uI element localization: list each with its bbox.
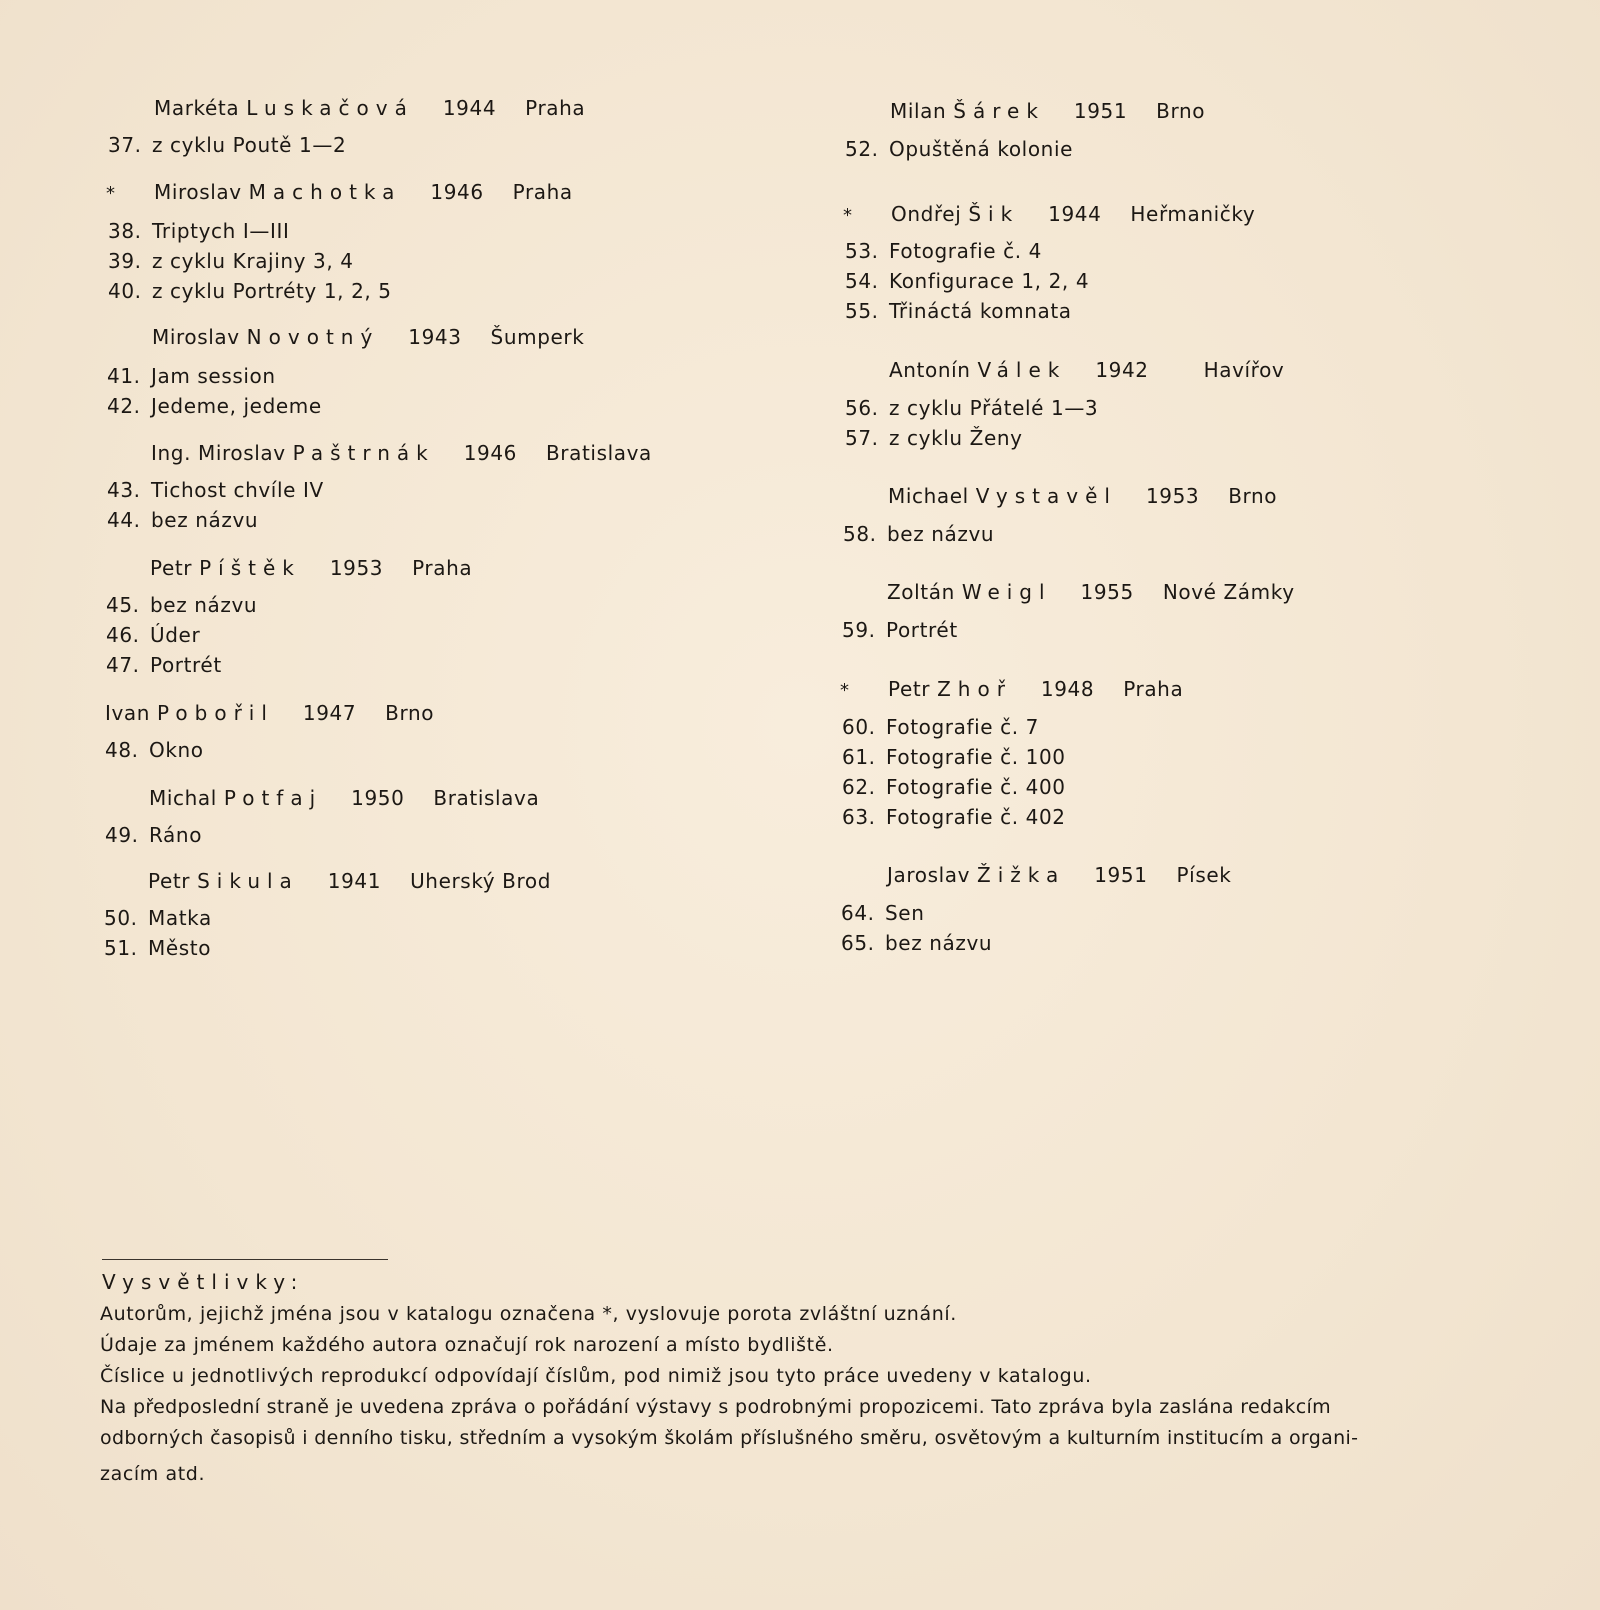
work-number: 50. (104, 906, 138, 930)
author-first-name: Petr (150, 556, 193, 580)
notes-divider (102, 1259, 388, 1260)
work-title: Opuštěná kolonie (889, 137, 1074, 161)
author-last-name: Sikula (197, 869, 299, 893)
author-line (889, 358, 1284, 382)
work-number: 47. (106, 653, 140, 677)
work-item (842, 715, 1039, 739)
award-star-icon: * (106, 183, 116, 204)
work-number: 48. (105, 738, 139, 762)
work-number: 63. (842, 805, 876, 829)
work-item (842, 745, 1066, 769)
work-item (845, 396, 1098, 420)
author-year: 1947 (302, 701, 357, 725)
author-place: Brno (1228, 484, 1278, 508)
award-star-icon: * (840, 680, 850, 701)
work-title: z cyklu Portréty 1, 2, 5 (152, 279, 392, 303)
author-last-name: Novotný (246, 325, 380, 349)
author-year: 1950 (351, 786, 405, 810)
author-line (888, 484, 1277, 508)
author-year: 1946 (430, 180, 484, 204)
author-place: Uherský Brod (410, 869, 552, 893)
author-place: Šumperk (490, 325, 585, 349)
work-title: Třináctá komnata (889, 299, 1072, 323)
author-last-name: Šárek (953, 99, 1045, 123)
author-first-name: Miroslav (154, 180, 242, 204)
author-year: 1955 (1080, 580, 1134, 604)
work-item (841, 931, 992, 955)
author-last-name: Weigl (961, 580, 1052, 604)
note-line: Autorům, jejichž jména jsou v katalogu označena *, vyslovuje porota zvláštní uznání. (100, 1303, 957, 1325)
work-number: 53. (845, 239, 879, 263)
work-title: Město (148, 936, 212, 960)
author-place: Brno (1156, 99, 1206, 123)
work-title: z cyklu Ženy (889, 426, 1023, 450)
author-last-name: Šik (968, 202, 1020, 226)
work-item (845, 426, 1023, 450)
author-place: Praha (525, 96, 586, 120)
author-first-name: Petr (888, 677, 931, 701)
author-last-name: Pobořil (157, 701, 274, 725)
work-title: Úder (150, 623, 201, 647)
work-number: 65. (841, 931, 875, 955)
author-year: 1941 (327, 869, 382, 893)
author-first-name: Petr (148, 869, 191, 893)
author-place: Havířov (1203, 358, 1285, 382)
author-place: Bratislava (433, 786, 540, 810)
author-first-name: Antonín (889, 358, 971, 382)
work-item (841, 901, 924, 925)
author-last-name: Zhoř (937, 677, 1012, 701)
author-place: Praha (412, 556, 473, 580)
work-number: 40. (108, 279, 142, 303)
work-title: z cyklu Krajiny 3, 4 (152, 249, 354, 273)
work-title: bez názvu (887, 522, 995, 546)
author-last-name: Potfaj (223, 786, 323, 810)
work-number: 43. (107, 478, 141, 502)
author-first-name: Michal (149, 786, 217, 810)
work-number: 42. (107, 394, 141, 418)
work-item (845, 299, 1072, 323)
work-number: 55. (845, 299, 879, 323)
work-number: 51. (104, 936, 138, 960)
work-number: 39. (108, 249, 142, 273)
author-first-name: Markéta (154, 96, 240, 120)
author-first-name: Jaroslav (887, 863, 971, 887)
author-first-name: Miroslav (152, 325, 240, 349)
work-title: Fotografie č. 400 (886, 775, 1066, 799)
work-number: 57. (845, 426, 879, 450)
author-last-name: Žižka (977, 863, 1066, 887)
work-number: 46. (106, 623, 140, 647)
work-item (843, 522, 994, 546)
work-number: 59. (842, 618, 876, 642)
author-place: Brno (385, 701, 435, 725)
author-line (840, 677, 1183, 701)
note-line: Údaje za jménem každého autora označují rok narození a místo bydliště. (100, 1334, 834, 1356)
author-first-name: Ondřej (891, 202, 962, 226)
author-first-name: Michael (888, 484, 969, 508)
work-number: 64. (841, 901, 875, 925)
author-year: 1944 (1048, 202, 1102, 226)
author-last-name: Luskačová (246, 96, 414, 120)
work-number: 61. (842, 745, 876, 769)
author-last-name: Paštrnák (292, 441, 435, 465)
work-title: Ráno (149, 823, 203, 847)
author-year: 1943 (408, 325, 462, 349)
work-title: bez názvu (150, 593, 258, 617)
author-last-name: Machotka (248, 180, 402, 204)
work-title: Tichost chvíle IV (151, 478, 324, 502)
work-number: 62. (842, 775, 876, 799)
author-year: 1951 (1094, 863, 1148, 887)
work-title: Jam session (151, 364, 276, 388)
award-star-icon: * (843, 205, 853, 226)
note-line: odborných časopisů i denního tisku, středním a vysokým školám příslušného směru, osvětovým a kulturním institucím a organi- (100, 1427, 1359, 1449)
work-title: Okno (149, 738, 204, 762)
work-title: Portrét (886, 618, 958, 642)
author-first-name: Milan (890, 99, 947, 123)
work-number: 54. (845, 269, 879, 293)
work-item (842, 775, 1066, 799)
note-line: zacím atd. (100, 1463, 206, 1485)
work-title: z cyklu Poutě 1—2 (152, 133, 347, 157)
note-line: Na předposlední straně je uvedena zpráva o pořádání výstavy s podrobnými propozicemi. Tato zpráva byla zaslána redakcím (100, 1396, 1332, 1418)
note-line: Číslice u jednotlivých reprodukcí odpovídají číslům, pod nimiž jsou tyto práce uvedeny v katalogu. (100, 1365, 1092, 1387)
author-year: 1948 (1040, 677, 1095, 701)
work-title: z cyklu Přátelé 1—3 (889, 396, 1099, 420)
author-line (890, 99, 1205, 123)
author-year: 1951 (1073, 99, 1128, 123)
author-line (887, 863, 1231, 887)
work-item (845, 269, 1089, 293)
author-year: 1953 (1145, 484, 1200, 508)
author-place: Praha (512, 180, 573, 204)
author-year: 1944 (442, 96, 497, 120)
work-number: 49. (105, 823, 139, 847)
work-item (842, 805, 1066, 829)
work-title: Fotografie č. 100 (886, 745, 1066, 769)
author-line (887, 580, 1295, 604)
work-title: Fotografie č. 7 (886, 715, 1039, 739)
author-place: Nové Zámky (1162, 580, 1295, 604)
work-item (842, 618, 958, 642)
work-title: Fotografie č. 4 (889, 239, 1042, 263)
author-first-name: Ivan (105, 701, 151, 725)
author-year: 1942 (1095, 358, 1149, 382)
notes-heading: Vysvětlivky: (102, 1270, 305, 1294)
author-place: Heřmaničky (1130, 202, 1256, 226)
author-first-name: Zoltán (887, 580, 955, 604)
author-last-name: Píštěk (199, 556, 301, 580)
work-item (845, 137, 1073, 161)
author-last-name: Vystavěl (975, 484, 1117, 508)
work-number: 41. (107, 364, 141, 388)
work-title: Triptych I—III (152, 219, 290, 243)
author-last-name: Válek (977, 358, 1067, 382)
author-place: Písek (1176, 863, 1232, 887)
author-place: Praha (1123, 677, 1184, 701)
work-item (845, 239, 1042, 263)
work-number: 45. (106, 593, 140, 617)
work-title: bez názvu (885, 931, 993, 955)
work-title: Matka (148, 906, 212, 930)
author-first-name: Ing. Miroslav (151, 441, 286, 465)
work-number: 37. (108, 133, 142, 157)
work-title: Konfigurace 1, 2, 4 (889, 269, 1090, 293)
work-number: 56. (845, 396, 879, 420)
work-title: Jedeme, jedeme (151, 394, 322, 418)
author-year: 1946 (463, 441, 518, 465)
work-number: 44. (107, 508, 141, 532)
work-number: 60. (842, 715, 876, 739)
work-number: 52. (845, 137, 879, 161)
work-title: bez názvu (151, 508, 259, 532)
work-title: Fotografie č. 402 (886, 805, 1066, 829)
work-title: Portrét (150, 653, 222, 677)
author-place: Bratislava (545, 441, 652, 465)
work-title: Sen (885, 901, 925, 925)
work-number: 38. (108, 219, 142, 243)
author-year: 1953 (329, 556, 384, 580)
author-line (843, 202, 1255, 226)
work-number: 58. (843, 522, 877, 546)
